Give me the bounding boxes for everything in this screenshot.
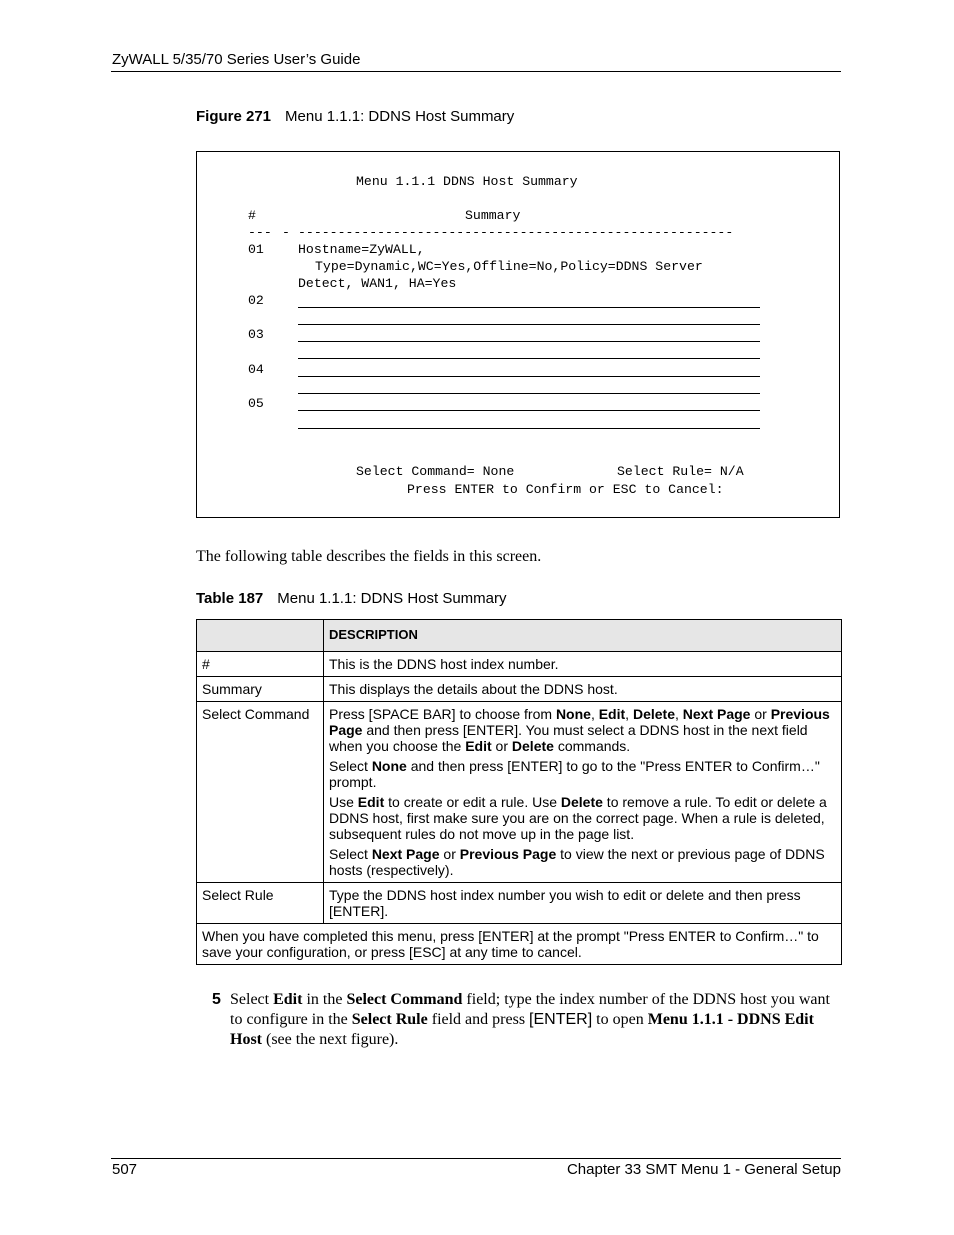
header-divider	[111, 71, 841, 72]
row-description: Type the DDNS host index number you wish to edit or delete and then press [ENTER].	[324, 883, 842, 924]
row-label: #	[197, 652, 324, 677]
row-04-blank-line-2	[298, 393, 760, 394]
row-label: Select Rule	[197, 883, 324, 924]
dash-short: -	[282, 225, 290, 240]
row-01-line1: Hostname=ZyWALL,	[298, 242, 425, 257]
figure-label: Figure 271	[196, 108, 272, 125]
row-04-blank-line-1	[298, 376, 760, 377]
table-title: Menu 1.1.1: DDNS Host Summary	[277, 590, 507, 607]
row-description: This displays the details about the DDNS host.	[324, 677, 842, 702]
step-text: Select Edit in the Select Command field; type the index number of the DDNS host you want to configure in the Select Rule field and press [ENTER] to open Menu 1.1.1 - DDNS Edit Host (see the next figure).	[230, 991, 830, 1048]
row-01-line2: Type=Dynamic,WC=Yes,Offline=No,Policy=DDNS Server	[315, 259, 703, 274]
row-index-01: 01	[248, 242, 264, 257]
dash-long: -------------------------------------------------------	[298, 225, 734, 240]
table-row	[197, 883, 842, 924]
row-02-blank-line-1	[298, 307, 760, 308]
col-summary-header: Summary	[465, 208, 521, 223]
row-description	[324, 702, 842, 883]
row-description: This is the DDNS host index number.	[324, 652, 842, 677]
description-table	[196, 619, 842, 965]
select-command-para-3: Use Edit to create or edit a rule. Use Delete to remove a rule. To edit or delete a DDNS host, first make sure you are on the correct page. When a rule is deleted, subsequent rules do not move up in the page list.	[329, 794, 827, 842]
table-footer-row	[197, 924, 842, 965]
select-command-para-4: Select Next Page or Previous Page to view the next or previous page of DDNS hosts (respectively).	[329, 846, 825, 878]
intro-text: The following table describes the fields in this screen.	[196, 548, 542, 565]
select-command-para-2: Select None and then press [ENTER] to go to the "Press ENTER to Confirm…" prompt.	[329, 758, 820, 790]
header-description-cell: DESCRIPTION	[324, 620, 842, 652]
row-label: Summary	[197, 677, 324, 702]
row-05-blank-line-1	[298, 410, 760, 411]
row-index-05: 05	[248, 396, 264, 411]
row-03-blank-line-2	[298, 358, 760, 359]
select-rule-field: Select Rule= N/A	[617, 464, 744, 479]
step-number: 5	[212, 991, 221, 1008]
screen-title: Menu 1.1.1 DDNS Host Summary	[356, 174, 578, 189]
row-05-blank-line-2	[298, 428, 760, 429]
figure-caption	[196, 108, 514, 125]
procedure-step	[212, 990, 842, 1050]
dash-index: ---	[248, 225, 272, 240]
select-command-para-1: Press [SPACE BAR] to choose from None, Edit, Delete, Next Page or Previous Page and then press [ENTER]. You must select a DDNS host in the next field when you choose the Edit or Delete commands.	[329, 706, 830, 754]
footer-divider	[111, 1158, 841, 1159]
table-row	[197, 652, 842, 677]
figure-title: Menu 1.1.1: DDNS Host Summary	[285, 108, 515, 125]
table-footer-note: When you have completed this menu, press [ENTER] at the prompt "Press ENTER to Confirm…" to save your configuration, or press [ESC] at any time to cancel.	[197, 924, 842, 965]
smt-screen	[196, 151, 840, 518]
row-index-02: 02	[248, 293, 264, 308]
page-number: 507	[112, 1161, 138, 1178]
table-row	[197, 677, 842, 702]
table-header-row	[197, 620, 842, 652]
chapter-title: Chapter 33 SMT Menu 1 - General Setup	[566, 1161, 841, 1178]
row-02-blank-line-2	[298, 324, 760, 325]
confirm-prompt: Press ENTER to Confirm or ESC to Cancel:	[407, 482, 724, 497]
row-index-03: 03	[248, 327, 264, 342]
table-row	[197, 702, 842, 883]
row-01-line3: Detect, WAN1, HA=Yes	[298, 276, 457, 291]
header-label-cell	[197, 620, 324, 652]
row-index-04: 04	[248, 362, 264, 377]
table-caption	[196, 590, 507, 607]
col-index-header: #	[248, 208, 256, 223]
row-label: Select Command	[197, 702, 324, 883]
table-label: Table 187	[196, 590, 264, 607]
row-03-blank-line-1	[298, 341, 760, 342]
running-header: ZyWALL 5/35/70 Series User’s Guide	[112, 51, 361, 68]
select-command-field: Select Command= None	[356, 464, 515, 479]
